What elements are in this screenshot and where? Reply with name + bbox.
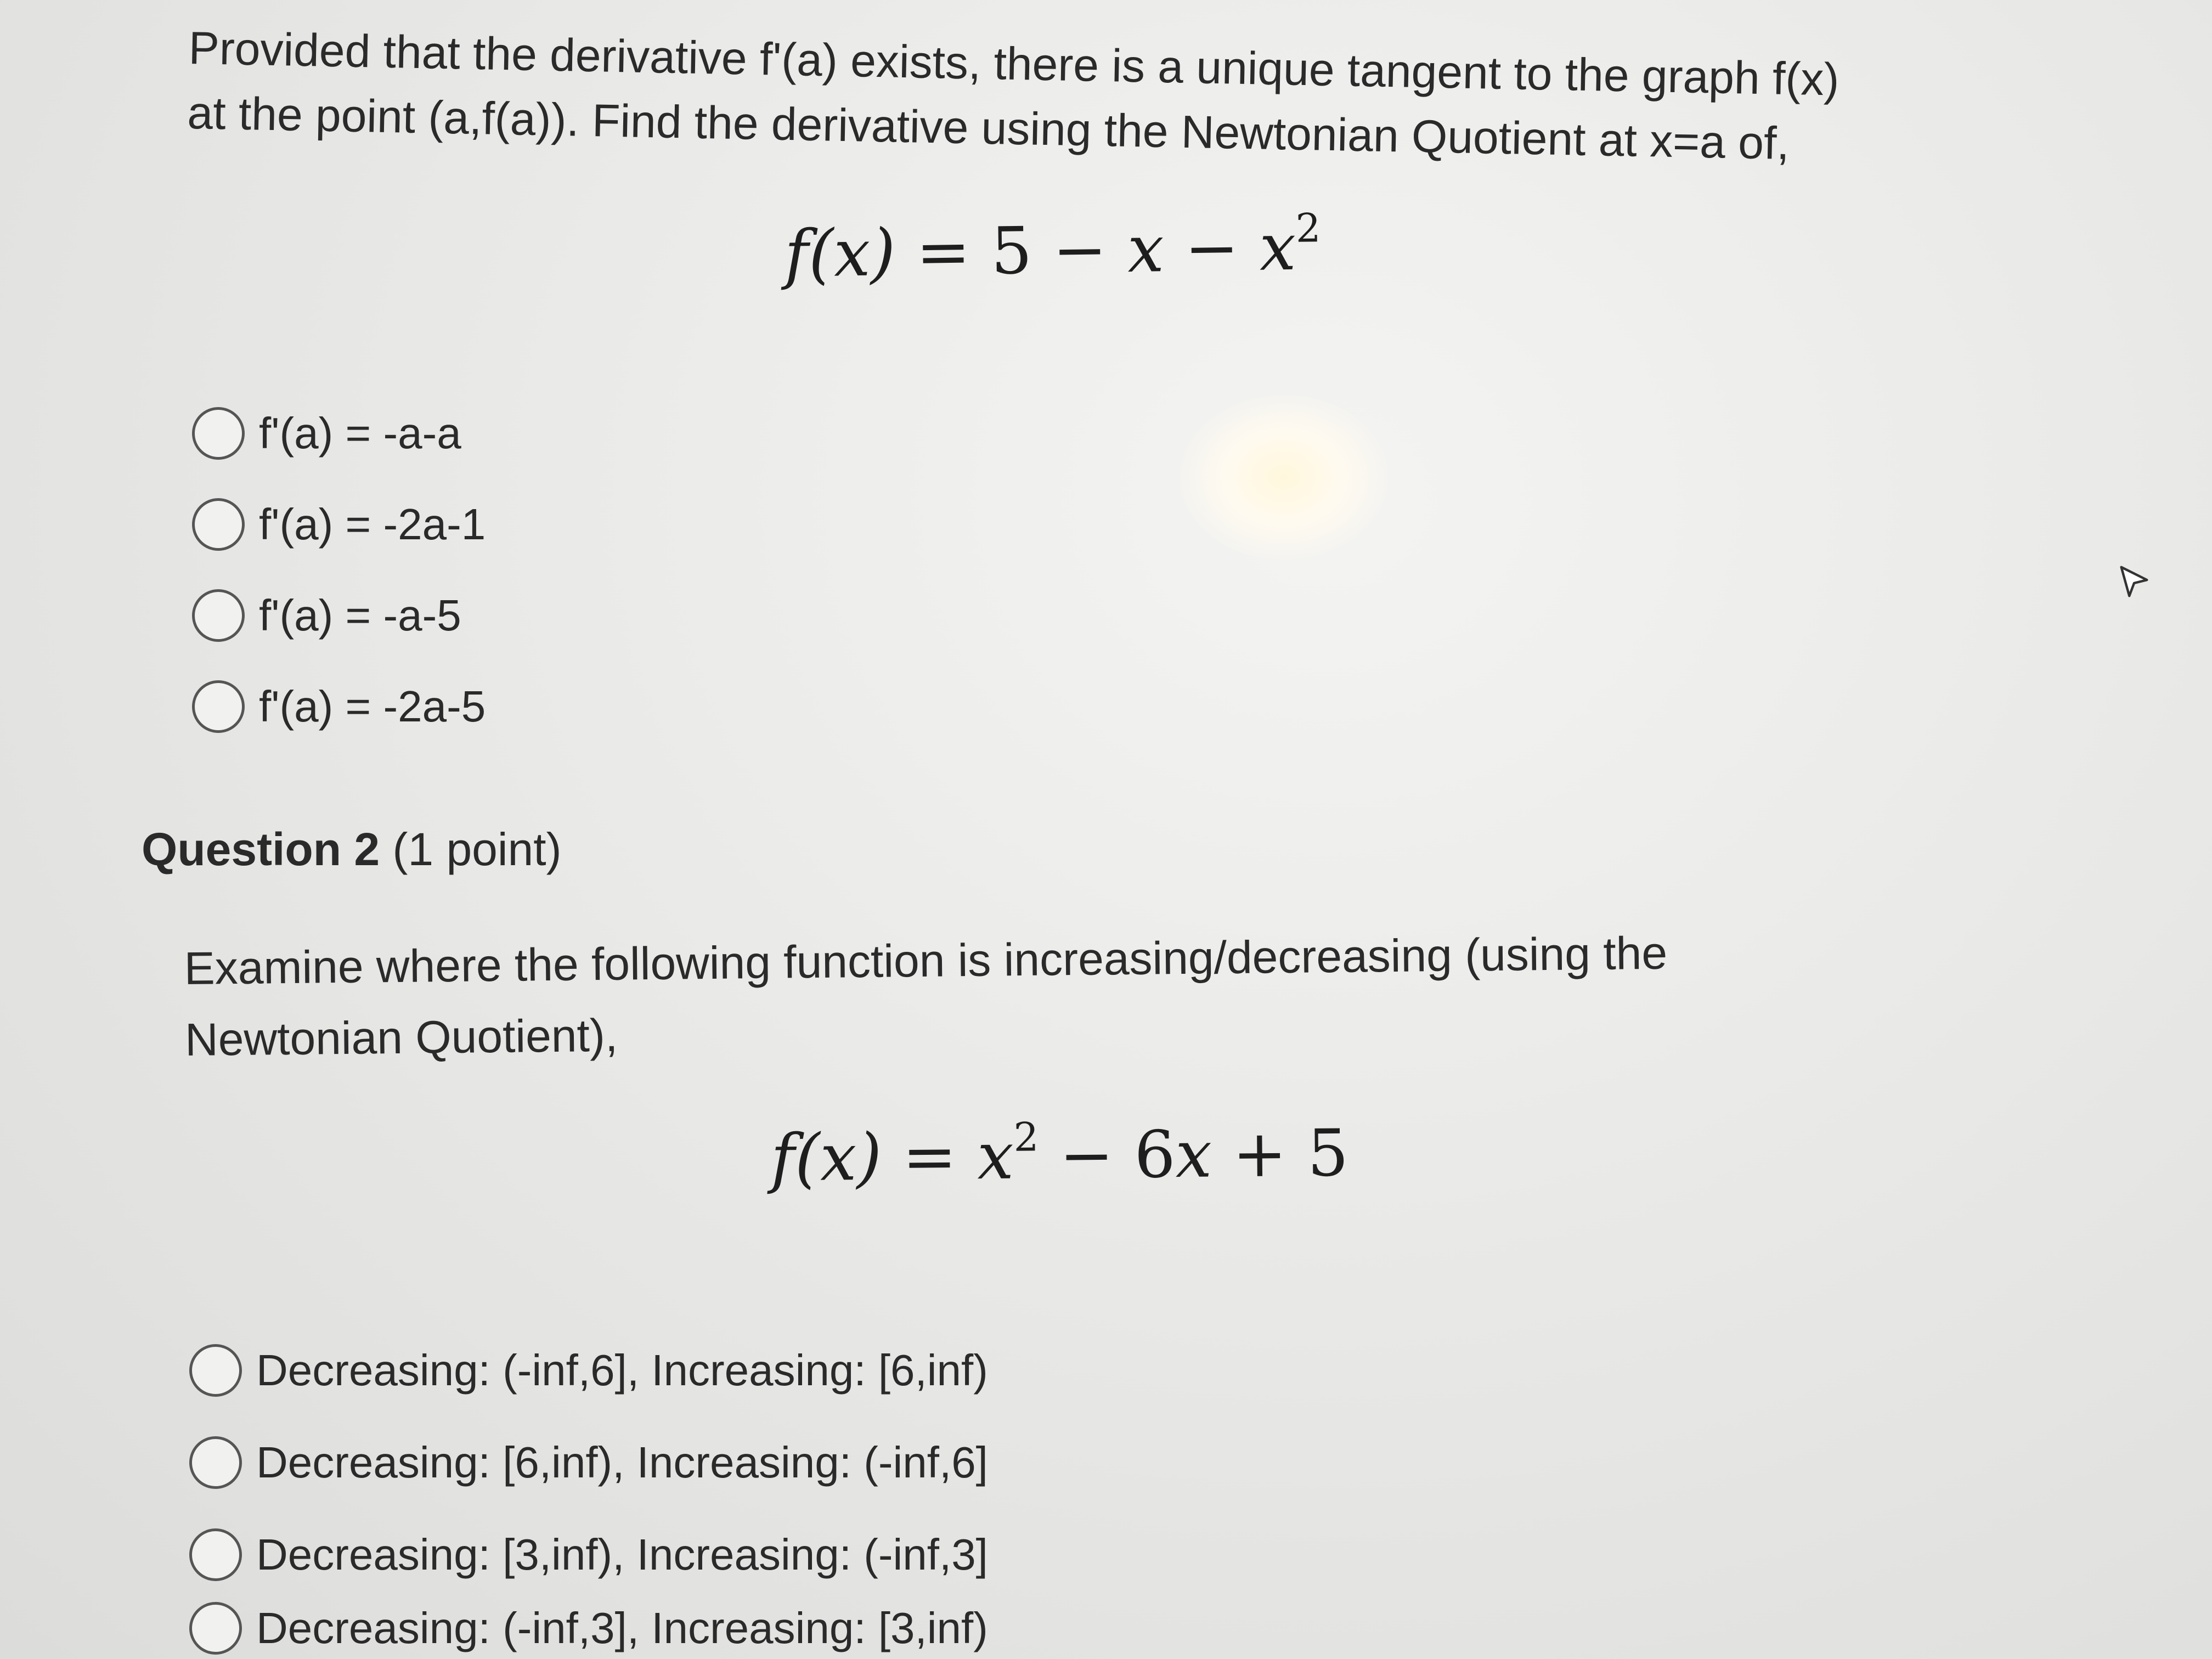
- mouse-cursor-icon: [2115, 562, 2153, 601]
- radio-button[interactable]: [189, 1436, 242, 1489]
- option-label: f'(a) = -2a-1: [259, 500, 486, 549]
- question1-option-2[interactable]: [192, 498, 486, 551]
- question2-option-1[interactable]: [189, 1344, 988, 1397]
- question2-formula: $f(x) = x^2 - 6x + 5$: [770, 1114, 1349, 1196]
- question1-option-3[interactable]: [192, 589, 461, 642]
- question2-title: Question 2 (1 point): [142, 823, 562, 875]
- radio-button[interactable]: [192, 680, 245, 733]
- radio-button[interactable]: [189, 1528, 242, 1581]
- radio-button[interactable]: [189, 1344, 242, 1397]
- light-glare: [1180, 395, 1388, 560]
- question2-prompt: Examine where the following function is increasing/decreasing (using the Newtonian Quotient),: [184, 927, 1668, 1065]
- question2-option-2[interactable]: [189, 1436, 988, 1489]
- option-label: Decreasing: [6,inf), Increasing: (-inf,6]: [256, 1438, 988, 1487]
- radio-button[interactable]: [189, 1602, 242, 1655]
- option-label: f'(a) = -a-a: [259, 409, 461, 458]
- question1-option-4[interactable]: [192, 680, 486, 733]
- option-label: f'(a) = -2a-5: [259, 682, 486, 731]
- option-label: Decreasing: [3,inf), Increasing: (-inf,3]: [256, 1530, 988, 1579]
- option-label: Decreasing: (-inf,6], Increasing: [6,inf): [256, 1346, 988, 1395]
- radio-button[interactable]: [192, 407, 245, 460]
- question2-option-4[interactable]: [189, 1602, 988, 1655]
- question1-prompt: Provided that the derivative f'(a) exists, there is a unique tangent to the graph f(x) at the point (a,f(a)). Find the derivative using the Newtonian Quotient at x=a of,: [187, 21, 1840, 170]
- option-label: Decreasing: (-inf,3], Increasing: [3,inf): [256, 1604, 988, 1652]
- radio-button[interactable]: [192, 498, 245, 551]
- question1-option-1[interactable]: [192, 407, 461, 460]
- radio-button[interactable]: [192, 589, 245, 642]
- question1-formula: $f(x) = 5 - x - x^2$: [784, 205, 1322, 292]
- option-label: f'(a) = -a-5: [259, 591, 461, 640]
- question2-option-3[interactable]: [189, 1528, 988, 1581]
